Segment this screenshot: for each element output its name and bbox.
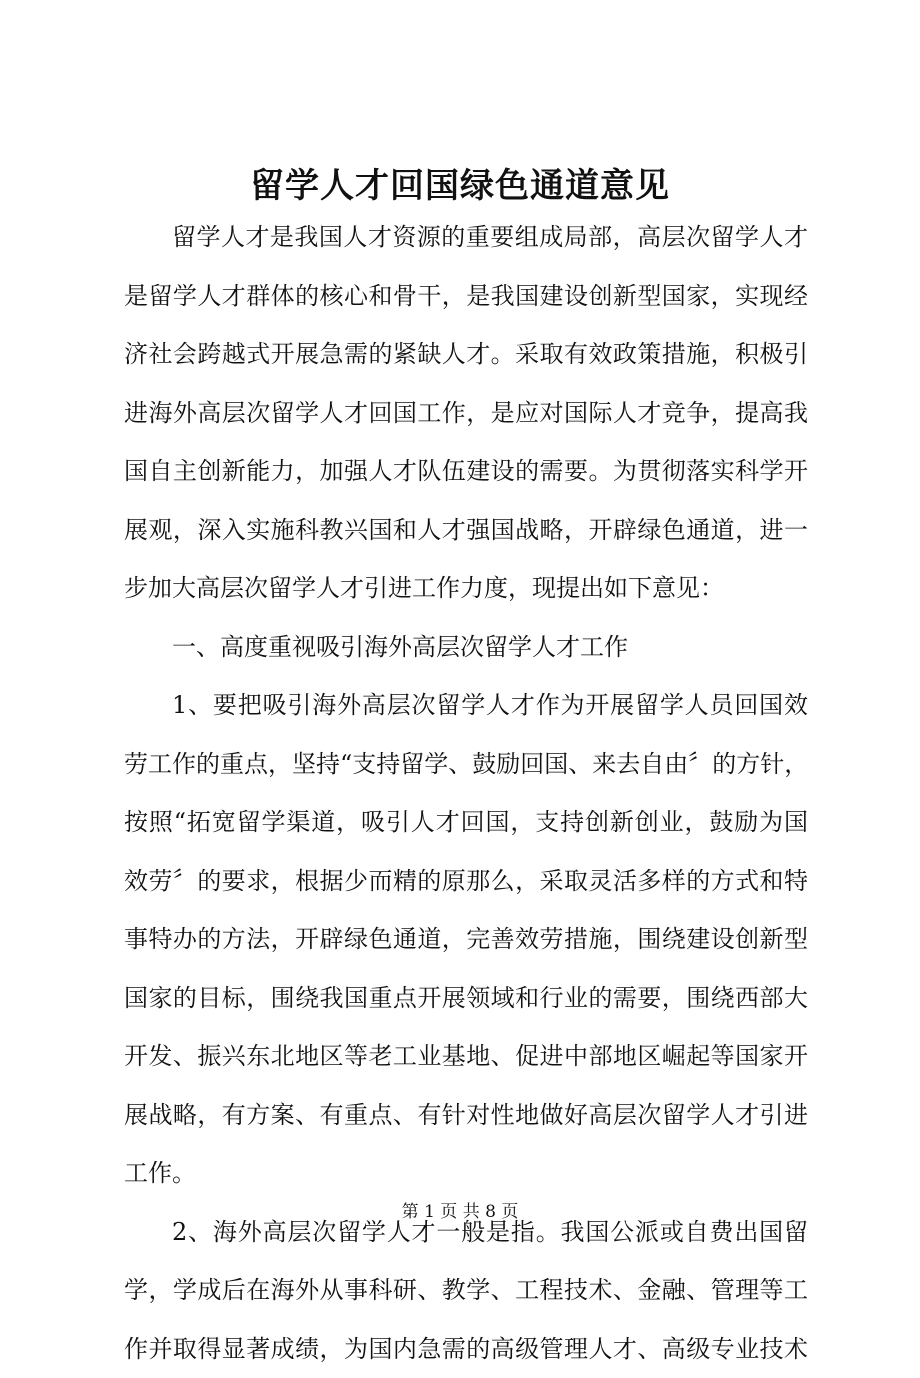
text-line: 作并取得显著成绩，为国内急需的高级管理人才、高级专业技术: [124, 1320, 808, 1378]
text-line: 国家的目标，围绕我国重点开展领域和行业的需要，围绕西部大: [124, 969, 808, 1028]
text-line: 工作。: [124, 1144, 808, 1203]
text-line: 2、海外高层次留学人才一般是指。我国公派或自费出国留: [124, 1203, 808, 1262]
text-line: 展观，深入实施科教兴国和人才强国战略，开辟绿色通道，进一: [124, 501, 808, 560]
text-line: 步加大高层次留学人才引进工作力度，现提出如下意见：: [124, 559, 808, 618]
document-title: 留学人才回国绿色通道意见: [0, 160, 920, 212]
text-line: 展战略，有方案、有重点、有针对性地做好高层次留学人才引进: [124, 1086, 808, 1145]
text-line: 按照“拓宽留学渠道，吸引人才回国，支持创新创业，鼓励为国: [124, 793, 808, 852]
text-line: 济社会跨越式开展急需的紧缺人才。采取有效政策措施，积极引: [124, 325, 808, 384]
text-line: 效劳〞的要求，根据少而精的原那么，采取灵活多样的方式和特: [124, 852, 808, 911]
text-line: 劳工作的重点，坚持“支持留学、鼓励回国、来去自由〞的方针，: [124, 735, 808, 794]
text-line: 进海外高层次留学人才回国工作，是应对国际人才竞争，提高我: [124, 384, 808, 443]
text-line: 事特办的方法，开辟绿色通道，完善效劳措施，围绕建设创新型: [124, 910, 808, 969]
text-line: 学，学成后在海外从事科研、教学、工程技术、金融、管理等工: [124, 1261, 808, 1320]
text-line: 是留学人才群体的核心和骨干，是我国建设创新型国家，实现经: [124, 267, 808, 326]
text-line: 留学人才是我国人才资源的重要组成局部，高层次留学人才: [124, 208, 808, 267]
page-footer: 第 1 页 共 8 页: [0, 1198, 920, 1226]
section-heading: 一、高度重视吸引海外高层次留学人才工作: [124, 618, 808, 677]
text-line: 国自主创新能力，加强人才队伍建设的需要。为贯彻落实科学开: [124, 442, 808, 501]
text-line: 1、要把吸引海外高层次留学人才作为开展留学人员回国效: [124, 676, 808, 735]
text-line: 开发、振兴东北地区等老工业基地、促进中部地区崛起等国家开: [124, 1027, 808, 1086]
